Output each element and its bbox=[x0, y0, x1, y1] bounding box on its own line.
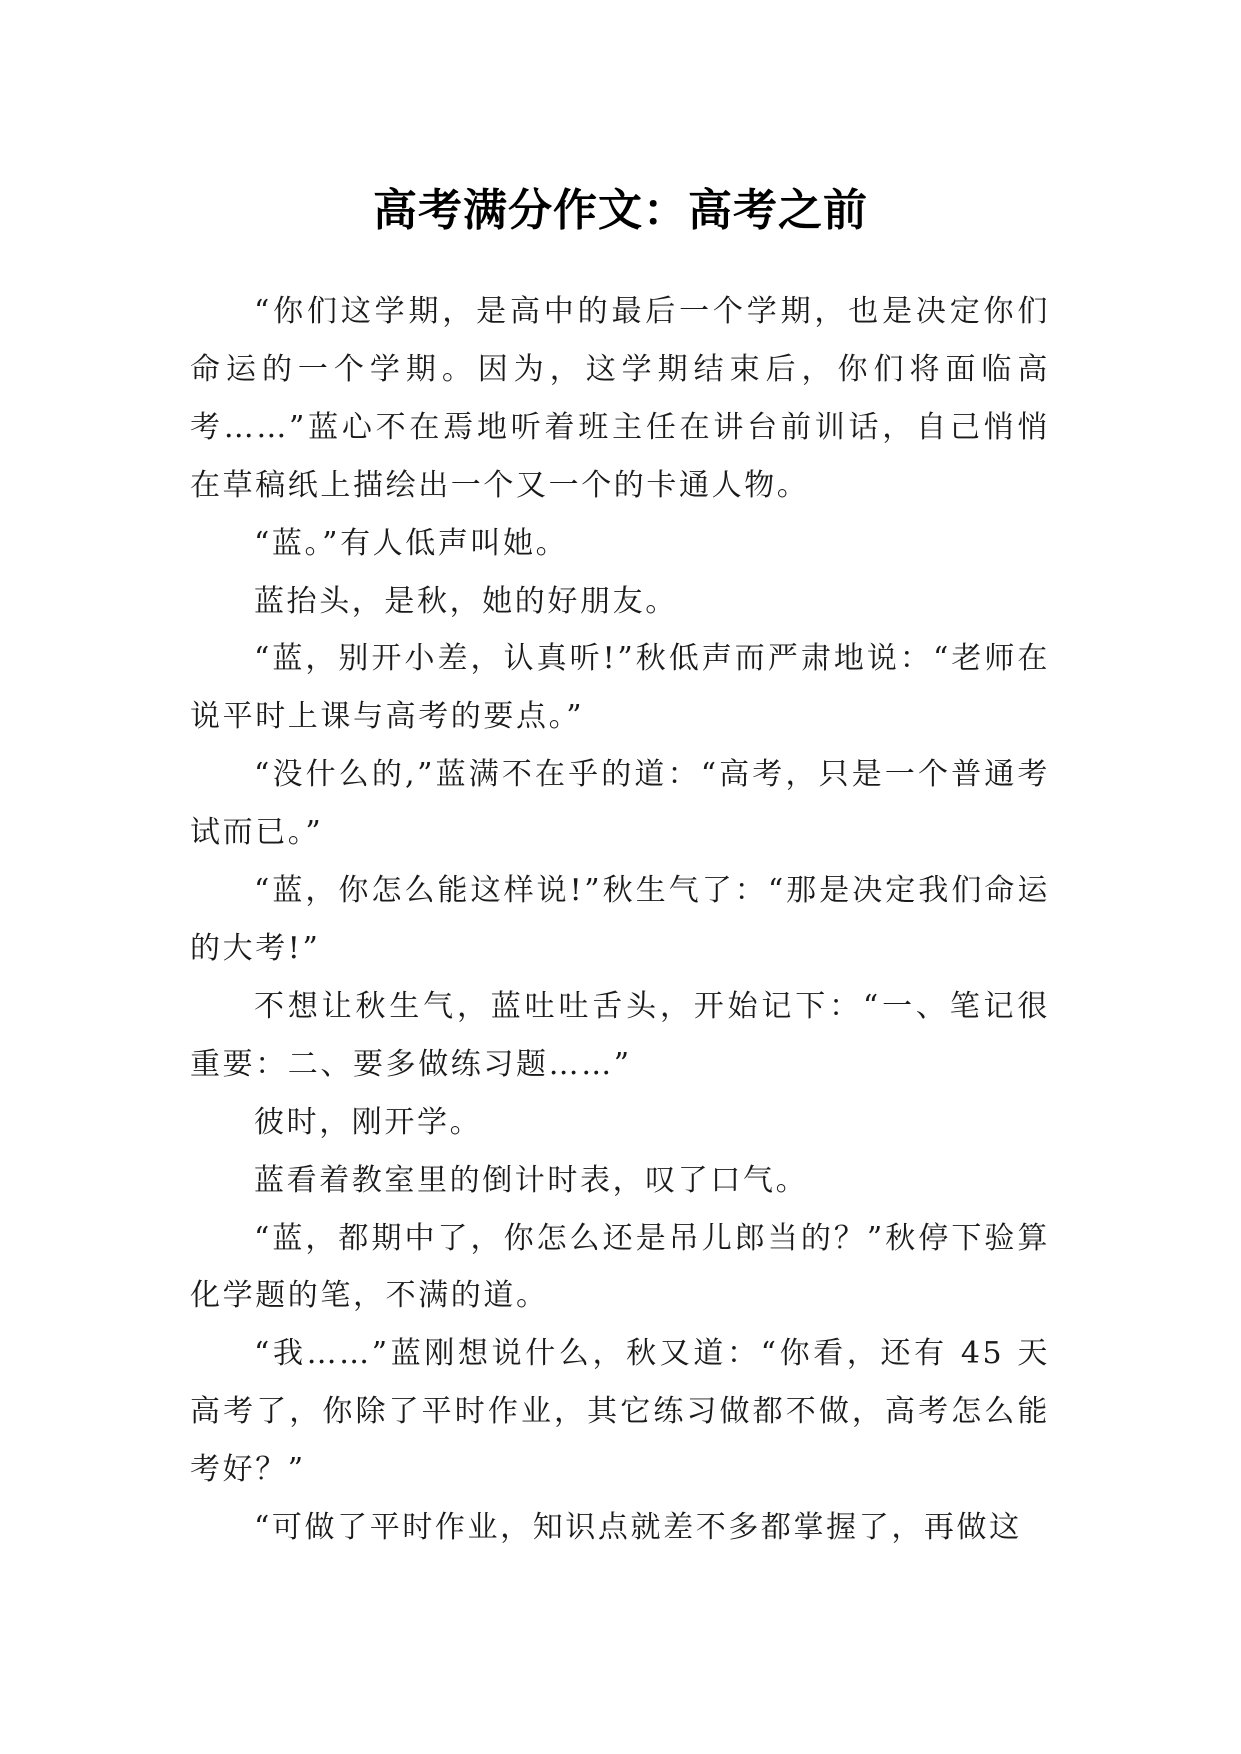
paragraph: “可做了平时作业，知识点就差不多都掌握了，再做这 bbox=[254, 1510, 1022, 1546]
paragraph: “蓝，别开小差，认真听!”秋低声而严肃地说：“老师在说平时上课与高考的要点。” bbox=[190, 641, 1050, 735]
paragraph: “蓝。”有人低声叫她。 bbox=[254, 525, 569, 561]
paragraph: “你们这学期，是高中的最后一个学期，也是决定你们命运的一个学期。因为，这学期结束后，你们将面临高考……”蓝心不在焉地听着班主任在讲台前训话，自己悄悄在草稿纸上描绘出一个又一个的卡通人物。 bbox=[190, 294, 1050, 503]
paragraph: 蓝看着教室里的倒计时表，叹了口气。 bbox=[254, 1162, 809, 1198]
paragraph: “蓝，你怎么能这样说!”秋生气了：“那是决定我们命运的大考!” bbox=[190, 873, 1050, 966]
document-body bbox=[190, 283, 1050, 1557]
paragraph: 彼时，刚开学。 bbox=[254, 1104, 483, 1140]
paragraph: 蓝抬头，是秋，她的好朋友。 bbox=[254, 583, 678, 619]
paragraph: “蓝，都期中了，你怎么还是吊儿郎当的？”秋停下验算化学题的笔，不满的道。 bbox=[190, 1220, 1050, 1314]
paragraph: 不想让秋生气，蓝吐吐舌头，开始记下：“一、笔记很重要：二、要多做练习题……” bbox=[190, 988, 1050, 1082]
paragraph: “我……”蓝刚想说什么，秋又道：“你看，还有 45 天高考了，你除了平时作业，其它练习做都不做，高考怎么能考好？” bbox=[190, 1336, 1050, 1488]
document-title: 高考满分作文：高考之前 bbox=[373, 185, 868, 237]
paragraph: “没什么的,”蓝满不在乎的道：“高考，只是一个普通考试而已。” bbox=[190, 757, 1050, 851]
